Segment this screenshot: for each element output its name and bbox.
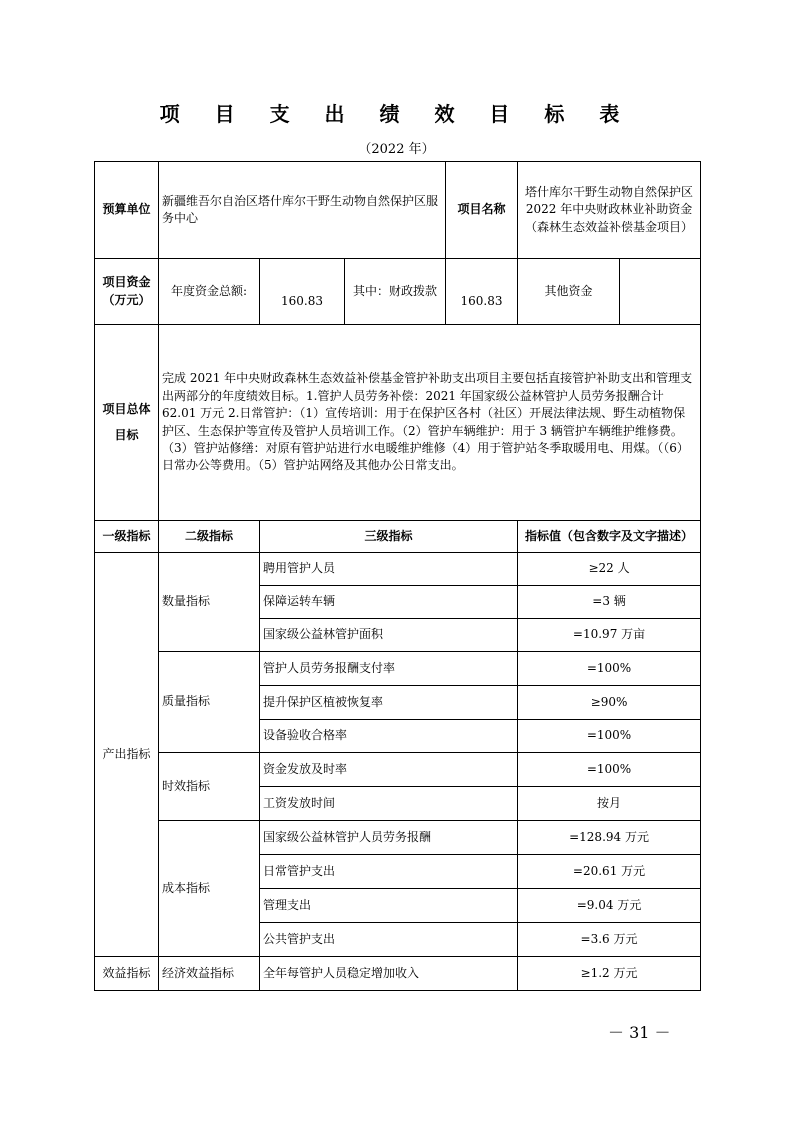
funds-label-line1: 项目资金 xyxy=(102,275,151,290)
page-number: － 31 － xyxy=(608,1023,671,1042)
overall-goal-text: 完成 2021 年中央财政森林生态效益补偿基金管护补助支出项目主要包括直接管护补助支出和管理支出两部分的年度绩效目标。1.管护人员劳务补偿：2021 年国家级公益林管护人员劳务报酬合计 62.01 万元 2.日常管护：（1）宣传培训：用于在保护区各村（社区）开展法律法规、野生动植物保护区、生态保护等宣传及管护人员培训工作。（2）管护车辆维护：用于 3 辆管护车辆维护维修费。（3）管护站修缮：对原有管护站进行水电暖维护维修（4）用于管护站冬季取暖用电、用煤。（（6）日常办公等费用。（5）管护站网络及其他办公日常支出。 xyxy=(159,325,701,521)
indicator-value: =100% xyxy=(518,720,701,753)
header-level1: 一级指标 xyxy=(95,521,159,553)
indicator-name: 资金发放及时率 xyxy=(260,753,518,787)
indicator-value: 按月 xyxy=(518,787,701,821)
indicator-name: 设备验收合格率 xyxy=(260,720,518,753)
other-funds-value xyxy=(620,259,701,325)
project-name-line3: （森林生态效益补偿基金项目） xyxy=(525,219,694,234)
indicator-name: 提升保护区植被恢复率 xyxy=(260,686,518,720)
indicator-value: ≥1.2 万元 xyxy=(518,957,701,991)
indicator-value: ≥22 人 xyxy=(518,553,701,586)
header-level3: 三级指标 xyxy=(260,521,518,553)
annual-total-value: 160.83 xyxy=(260,259,345,325)
performance-table xyxy=(94,161,701,991)
funds-label-line2: （万元） xyxy=(102,292,151,307)
indicator-name: 保障运转车辆 xyxy=(260,586,518,619)
indicator-name: 管护人员劳务报酬支付率 xyxy=(260,652,518,686)
indicator-value: =100% xyxy=(518,652,701,686)
indicator-value: =10.97 万亩 xyxy=(518,619,701,652)
project-name-line2: 2022 年中央财政林业补助资金 xyxy=(525,202,693,217)
indicator-name: 全年每管护人员稳定增加收入 xyxy=(260,957,518,991)
indicator-value: =3.6 万元 xyxy=(518,923,701,957)
overall-goal-label: 项目总体目标 xyxy=(95,325,159,521)
annual-total-label: 年度资金总额: xyxy=(159,259,260,325)
indicator-name: 国家级公益林管护面积 xyxy=(260,619,518,652)
project-name-line1: 塔什库尔干野生动物自然保护区 xyxy=(525,184,694,199)
indicator-value: =128.94 万元 xyxy=(518,821,701,855)
indicator-name: 日常管护支出 xyxy=(260,855,518,889)
indicator-name: 公共管护支出 xyxy=(260,923,518,957)
cost-indicator-label: 成本指标 xyxy=(159,821,260,957)
indicator-value: ≥90% xyxy=(518,686,701,720)
page-title: 项 目 支 出 绩 效 目 标 表 xyxy=(159,102,634,126)
output-indicator-label: 产出指标 xyxy=(95,553,159,957)
fiscal-allocation-value: 160.83 xyxy=(446,259,518,325)
project-name-value xyxy=(518,162,701,259)
project-name-label: 项目名称 xyxy=(446,162,518,259)
fiscal-allocation-label: 其中：财政拨款 xyxy=(345,259,446,325)
indicator-value: =20.61 万元 xyxy=(518,855,701,889)
indicator-value: =100% xyxy=(518,753,701,787)
quantity-indicator-label: 数量指标 xyxy=(159,553,260,652)
other-funds-label: 其他资金 xyxy=(518,259,620,325)
budget-unit-label: 预算单位 xyxy=(95,162,159,259)
indicator-name: 管理支出 xyxy=(260,889,518,923)
timeliness-indicator-label: 时效指标 xyxy=(159,753,260,821)
budget-unit-value: 新疆维吾尔自治区塔什库尔干野生动物自然保护区服务中心 xyxy=(159,162,446,259)
funds-label xyxy=(95,259,159,325)
economic-benefit-label: 经济效益指标 xyxy=(159,957,260,991)
indicator-name: 聘用管护人员 xyxy=(260,553,518,586)
header-level2: 二级指标 xyxy=(159,521,260,553)
indicator-name: 国家级公益林管护人员劳务报酬 xyxy=(260,821,518,855)
year-label: （2022 年） xyxy=(358,142,435,157)
benefit-indicator-label: 效益指标 xyxy=(95,957,159,991)
indicator-value: =3 辆 xyxy=(518,586,701,619)
indicator-name: 工资发放时间 xyxy=(260,787,518,821)
quality-indicator-label: 质量指标 xyxy=(159,652,260,753)
header-value: 指标值（包含数字及文字描述） xyxy=(518,521,701,553)
indicator-value: =9.04 万元 xyxy=(518,889,701,923)
